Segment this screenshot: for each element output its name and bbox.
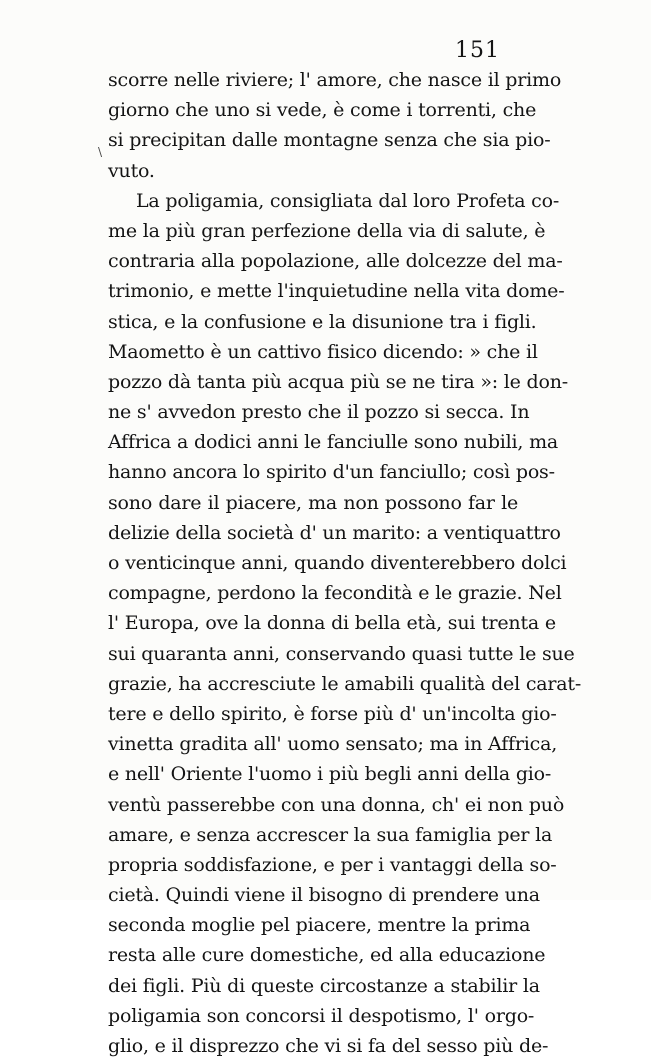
text-line: giorno che uno si vede, è come i torrenti, che — [108, 99, 537, 122]
text-line: compagne, perdono la fecondità e le grazie. Nel — [108, 582, 562, 605]
text-line: sui quaranta anni, conservando quasi tutte le sue — [108, 642, 575, 665]
text-line: Maometto è un cattivo fisico dicendo: » che il — [108, 340, 538, 363]
text-line: vuto. — [108, 159, 155, 182]
text-line: trimonio, e mette l'inquietudine nella vita dome- — [108, 280, 565, 303]
text-line: hanno ancora lo spirito d'un fanciullo; così pos- — [108, 461, 555, 484]
text-line: grazie, ha accresciute le amabili qualità del carat- — [108, 672, 582, 695]
text-line: si precipitan dalle montagne senza che sia pio- — [108, 129, 551, 152]
text-line: propria soddisfazione, e per i vantaggi della so- — [108, 853, 557, 876]
margin-mark: \ — [98, 145, 103, 159]
text-line: glio, e il disprezzo che vi si fa del sesso più de- — [108, 1035, 549, 1057]
text-line: Affrica a dodici anni le fanciulle sono nubili, ma — [108, 431, 559, 454]
text-line: e nell' Oriente l'uomo i più begli anni della gio- — [108, 763, 552, 786]
body-text — [108, 65, 582, 1061]
text-line: delizie della società d' un marito: a ventiquattro — [108, 521, 561, 544]
text-line: tere e dello spirito, è forse più d' un'incolta gio- — [108, 702, 557, 725]
text-line: dei figli. Più di queste circostanze a stabilir la — [108, 974, 540, 997]
text-line: resta alle cure domestiche, ed alla educazione — [108, 944, 546, 967]
text-line: contraria alla popolazione, alle dolcezze del ma- — [108, 250, 563, 273]
text-line: stica, e la confusione e la disunione tra i figli. — [108, 310, 537, 333]
text-line: vinetta gradita all' uomo sensato; ma in Affrica, — [108, 733, 558, 756]
text-line: pozzo dà tanta più acqua più se ne tira »: le don- — [108, 370, 568, 393]
text-line: La poligamia, consigliata dal loro Profeta co- — [136, 189, 560, 212]
page-number: 151 — [455, 38, 500, 63]
text-line: ventù passerebbe con una donna, ch' ei non può — [108, 793, 565, 816]
text-line: l' Europa, ove la donna di bella età, sui trenta e — [108, 612, 556, 635]
text-line: cietà. Quindi viene il bisogno di prendere una — [108, 884, 540, 907]
text-line: amare, e senza accrescer la sua famiglia per la — [108, 823, 553, 846]
text-line: ne s' avvedon presto che il pozzo si secca. In — [108, 401, 530, 424]
text-line: scorre nelle riviere; l' amore, che nasce il primo — [108, 69, 562, 91]
text-line: seconda moglie pel piacere, mentre la prima — [108, 914, 531, 937]
text-line: sono dare il piacere, ma non possono far le — [108, 491, 518, 514]
text-line: me la più gran perfezione della via di salute, è — [108, 219, 546, 242]
text-line: poligamia son concorsi il despotismo, l' orgo- — [108, 1004, 535, 1027]
text-line: o venticinque anni, quando diventerebbero dolci — [108, 552, 567, 574]
